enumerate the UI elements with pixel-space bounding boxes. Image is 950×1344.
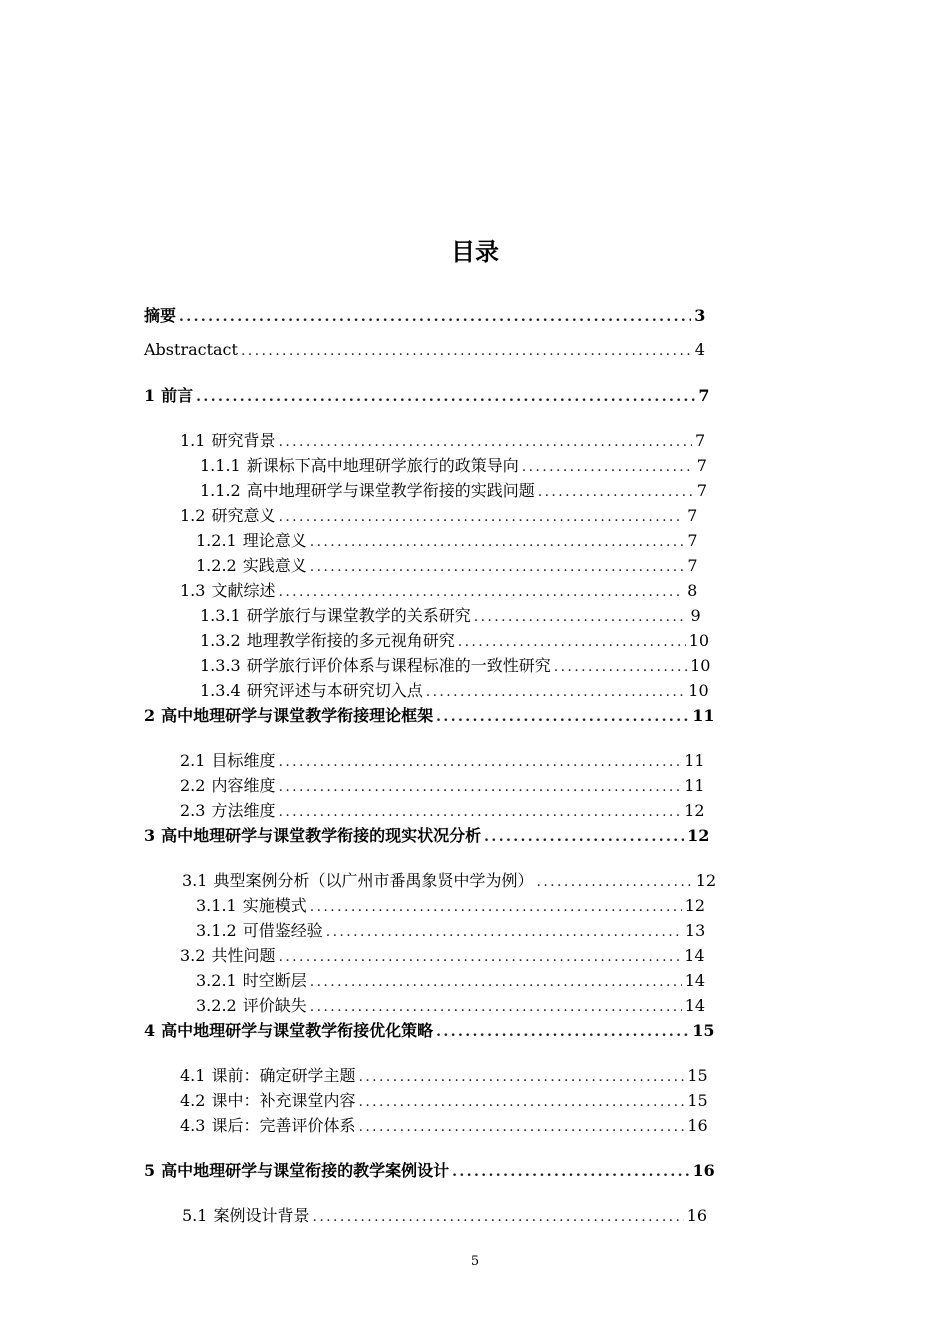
toc-entry-label: 课后：完善评价体系 <box>211 1116 356 1135</box>
toc-dot-leader <box>310 898 682 916</box>
toc-entry-label: 高中地理研学与课堂教学衔接的实践问题 <box>246 481 535 500</box>
toc-entry-number: 1.2.1 <box>196 531 237 550</box>
toc-entry-page: 7 <box>698 386 710 405</box>
toc-entry-number: 3.2.2 <box>196 996 237 1015</box>
toc-entry-label: 文献综述 <box>211 581 276 600</box>
toc-entry[interactable] <box>180 747 705 771</box>
toc-entry[interactable] <box>196 917 706 941</box>
toc-entry-number: 1.3.2 <box>200 631 241 650</box>
toc-entry-label: 高中地理研学与课堂教学衔接优化策略 <box>161 1021 434 1040</box>
toc-entry-label: 高中地理研学与课堂衔接的教学案例设计 <box>161 1161 450 1180</box>
toc-entry-number: 1.3 <box>180 581 206 600</box>
toc-dot-leader <box>312 1208 683 1226</box>
toc-entry-label: 实践意义 <box>242 556 307 575</box>
page-number: 5 <box>470 1254 480 1269</box>
toc-entry-number: 5.1 <box>182 1206 208 1225</box>
toc-entry-page: 12 <box>684 801 705 820</box>
toc-entry[interactable] <box>200 602 701 626</box>
toc-entry-label: 可借鉴经验 <box>242 921 323 940</box>
toc-entry-label: 案例设计背景 <box>213 1206 310 1225</box>
toc-dot-leader <box>522 458 694 476</box>
toc-dot-leader <box>310 998 682 1016</box>
toc-entry[interactable] <box>196 527 698 551</box>
toc-entry-page: 3 <box>694 306 706 325</box>
toc-entry-page: 14 <box>684 946 705 965</box>
toc-entry[interactable] <box>196 552 698 576</box>
toc-dot-leader <box>278 508 684 526</box>
toc-entry[interactable] <box>196 992 706 1016</box>
toc-entry-page: 7 <box>696 456 707 475</box>
toc-entry-page: 16 <box>692 1161 715 1180</box>
toc-entry-number: 2.3 <box>180 801 206 820</box>
toc-entry-label: 实施模式 <box>242 896 307 915</box>
toc-dot-leader <box>278 753 681 771</box>
toc-entry-page: 12 <box>695 871 717 890</box>
toc-entry-page: 10 <box>688 681 709 700</box>
toc-dot-leader <box>426 683 686 701</box>
toc-entry-number: 2.2 <box>180 776 206 795</box>
toc-entry-number: 3.1.1 <box>196 896 237 915</box>
toc-entry-number: 1.3.4 <box>200 681 241 700</box>
toc-entry-label: 内容维度 <box>211 776 276 795</box>
toc-dot-leader <box>458 633 686 651</box>
toc-entry-label: 研究背景 <box>211 431 276 450</box>
toc-entry-page: 10 <box>690 656 711 675</box>
toc-entry-label: 目标维度 <box>211 751 276 770</box>
toc-dot-leader <box>278 778 681 796</box>
toc-entry-number: 4.3 <box>180 1116 206 1135</box>
toc-dot-leader <box>452 1163 689 1181</box>
toc-entry-number: 4.2 <box>180 1091 206 1110</box>
toc-entry-page: 10 <box>688 631 710 650</box>
toc-dot-leader <box>278 803 681 821</box>
toc-entry-label: 共性问题 <box>211 946 276 965</box>
toc-entry-label: 研学旅行与课堂教学的关系研究 <box>246 606 471 625</box>
toc-entry-number: 1.2 <box>180 506 206 525</box>
toc-dot-leader <box>310 533 685 551</box>
toc-dot-leader <box>310 558 685 576</box>
toc-entry[interactable] <box>196 892 706 916</box>
toc-entry[interactable] <box>180 942 705 966</box>
toc-entry[interactable] <box>144 336 705 360</box>
toc-entry-label: 研究意义 <box>211 506 276 525</box>
toc-entry-page: 12 <box>684 896 706 915</box>
toc-entry[interactable] <box>200 652 711 676</box>
toc-entry[interactable] <box>180 1062 708 1086</box>
toc-entry[interactable] <box>200 627 710 651</box>
toc-entry[interactable] <box>180 427 706 451</box>
toc-entry-page: 4 <box>694 340 705 359</box>
toc-entry-label: 高中地理研学与课堂教学衔接理论框架 <box>161 706 434 725</box>
toc-entry[interactable] <box>144 1157 715 1181</box>
toc-entry-page: 13 <box>684 921 706 940</box>
toc-entry-page: 7 <box>695 431 706 450</box>
toc-entry-number: 1.1.1 <box>200 456 241 475</box>
toc-entry-label: 新课标下高中地理研学旅行的政策导向 <box>246 456 519 475</box>
toc-entry[interactable] <box>182 1202 708 1226</box>
toc-entry-label: 评价缺失 <box>242 996 307 1015</box>
toc-entry-page: 7 <box>687 506 698 525</box>
toc-entry[interactable] <box>180 1112 708 1136</box>
toc-entry[interactable] <box>196 967 706 991</box>
toc-entry-number: 1.1.2 <box>200 481 241 500</box>
toc-entry-label: 前言 <box>161 386 194 405</box>
toc-entry-number: 3.2.1 <box>196 971 237 990</box>
toc-entry[interactable] <box>200 477 708 501</box>
toc-entry[interactable] <box>144 822 710 846</box>
toc-entry-label: 时空断层 <box>242 971 307 990</box>
toc-entry-number: 4.1 <box>180 1066 206 1085</box>
toc-entry-number: 1.3.1 <box>200 606 241 625</box>
toc-entry-page: 15 <box>692 1021 715 1040</box>
toc-entry-label: 高中地理研学与课堂教学衔接的现实状况分析 <box>161 826 482 845</box>
toc-dot-leader <box>310 973 682 991</box>
toc-dot-leader <box>326 923 682 941</box>
toc-entry[interactable] <box>144 382 710 406</box>
toc-entry-page: 12 <box>687 826 710 845</box>
toc-dot-leader <box>536 873 692 891</box>
toc-entry[interactable] <box>144 702 715 726</box>
toc-entry-page: 9 <box>690 606 701 625</box>
toc-entry-number: 3.2 <box>180 946 206 965</box>
toc-entry[interactable] <box>200 452 707 476</box>
toc-dot-leader <box>474 608 688 626</box>
toc-entry-page: 16 <box>687 1116 708 1135</box>
toc-dot-leader <box>436 1023 689 1041</box>
toc-entry-page: 11 <box>684 776 705 795</box>
toc-dot-leader <box>358 1118 684 1136</box>
toc-entry-label: 典型案例分析（以广州市番禺象贤中学为例） <box>213 871 534 890</box>
toc-entry-number: 4 <box>144 1021 156 1040</box>
toc-entry-number: 2 <box>144 706 156 725</box>
toc-entry-label: 课中：补充课堂内容 <box>211 1091 356 1110</box>
toc-entry-number: 1.2.2 <box>196 556 237 575</box>
toc-entry[interactable] <box>180 1087 708 1111</box>
toc-entry-page: 8 <box>687 581 698 600</box>
toc-entry-number: 3 <box>144 826 156 845</box>
toc-dot-leader <box>436 708 689 726</box>
toc-entry[interactable] <box>180 577 698 601</box>
toc-entry-number: 1.3.3 <box>200 656 241 675</box>
toc-dot-leader <box>538 483 694 501</box>
toc-entry-label: 课前：确定研学主题 <box>211 1066 356 1085</box>
toc-dot-leader <box>358 1093 684 1111</box>
toc-entry-page: 14 <box>684 971 706 990</box>
toc-entry-number: 3.1 <box>182 871 208 890</box>
toc-entry-number: 1 <box>144 386 156 405</box>
toc-dot-leader <box>358 1068 684 1086</box>
toc-entry-page: 7 <box>687 556 698 575</box>
toc-entry-label: Abstractact <box>144 340 238 359</box>
toc-entry-page: 7 <box>696 481 708 500</box>
toc-entry[interactable] <box>180 797 705 821</box>
toc-dot-leader <box>554 658 687 676</box>
toc-entry-page: 15 <box>687 1066 708 1085</box>
toc-entry-number: 3.1.2 <box>196 921 237 940</box>
toc-entry-page: 11 <box>692 706 715 725</box>
toc-entry-label: 研究评述与本研究切入点 <box>246 681 423 700</box>
toc-entry[interactable] <box>200 677 709 701</box>
toc-entry-label: 理论意义 <box>242 531 307 550</box>
toc-entry-page: 14 <box>684 996 706 1015</box>
toc-dot-leader <box>179 308 691 326</box>
toc-entry-number: 5 <box>144 1161 156 1180</box>
toc-entry-label: 地理教学衔接的多元视角研究 <box>246 631 455 650</box>
toc-entry-label: 研学旅行评价体系与课程标准的一致性研究 <box>246 656 551 675</box>
toc-entry[interactable] <box>180 502 698 526</box>
toc-entry-label: 摘要 <box>144 306 177 325</box>
toc-dot-leader <box>278 583 684 601</box>
toc-dot-leader <box>278 948 681 966</box>
toc-dot-leader <box>278 433 692 451</box>
toc-entry[interactable] <box>144 302 706 326</box>
toc-entry-label: 方法维度 <box>211 801 276 820</box>
toc-entry-number: 2.1 <box>180 751 206 770</box>
toc-entry[interactable] <box>180 772 705 796</box>
toc-entry[interactable] <box>182 867 717 891</box>
toc-entry-page: 15 <box>687 1091 708 1110</box>
toc-entry[interactable] <box>144 1017 715 1041</box>
toc-entry-number: 1.1 <box>180 431 206 450</box>
toc-entry-page: 16 <box>686 1206 708 1225</box>
toc-entry-page: 11 <box>684 751 705 770</box>
toc-entry-page: 7 <box>687 531 698 550</box>
toc-dot-leader <box>196 388 695 406</box>
toc-dot-leader <box>484 828 684 846</box>
toc-dot-leader <box>241 342 692 360</box>
toc-title: 目录 <box>451 238 499 266</box>
